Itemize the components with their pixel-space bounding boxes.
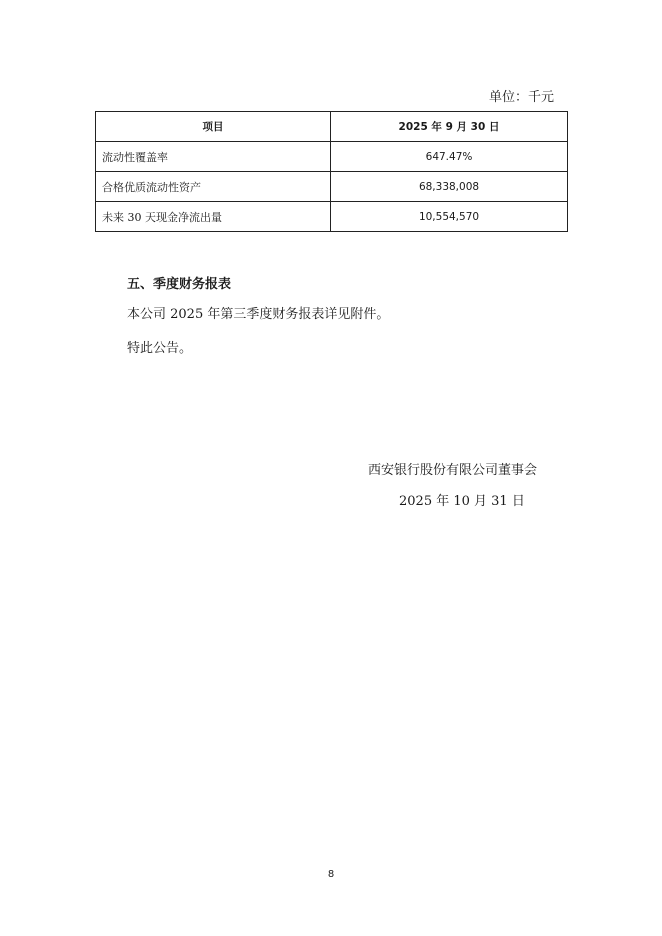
table-row	[96, 142, 568, 172]
row-label: 未来 30 天现金净流出量	[96, 202, 331, 232]
row-value: 647.47%	[331, 142, 568, 172]
row-value: 68,338,008	[331, 172, 568, 202]
table-header-row	[96, 112, 568, 142]
row-label: 流动性覆盖率	[96, 142, 331, 172]
table-row	[96, 202, 568, 232]
section-title: 五、季度财务报表	[127, 277, 232, 292]
liquidity-table	[95, 111, 568, 232]
signer-name: 西安银行股份有限公司董事会	[368, 463, 538, 478]
column-header-date: 2025 年 9 月 30 日	[331, 112, 568, 142]
unit-note: 单位：千元	[488, 90, 554, 105]
signature-date: 2025 年 10 月 31 日	[399, 494, 525, 509]
row-label: 合格优质流动性资产	[96, 172, 331, 202]
page-number: 8	[327, 869, 335, 880]
column-header-item: 项目	[96, 112, 331, 142]
table-row	[96, 172, 568, 202]
row-value: 10,554,570	[331, 202, 568, 232]
paragraph-financial-statements: 本公司 2025 年第三季度财务报表详见附件。	[127, 307, 390, 322]
paragraph-closing: 特此公告。	[127, 341, 193, 356]
